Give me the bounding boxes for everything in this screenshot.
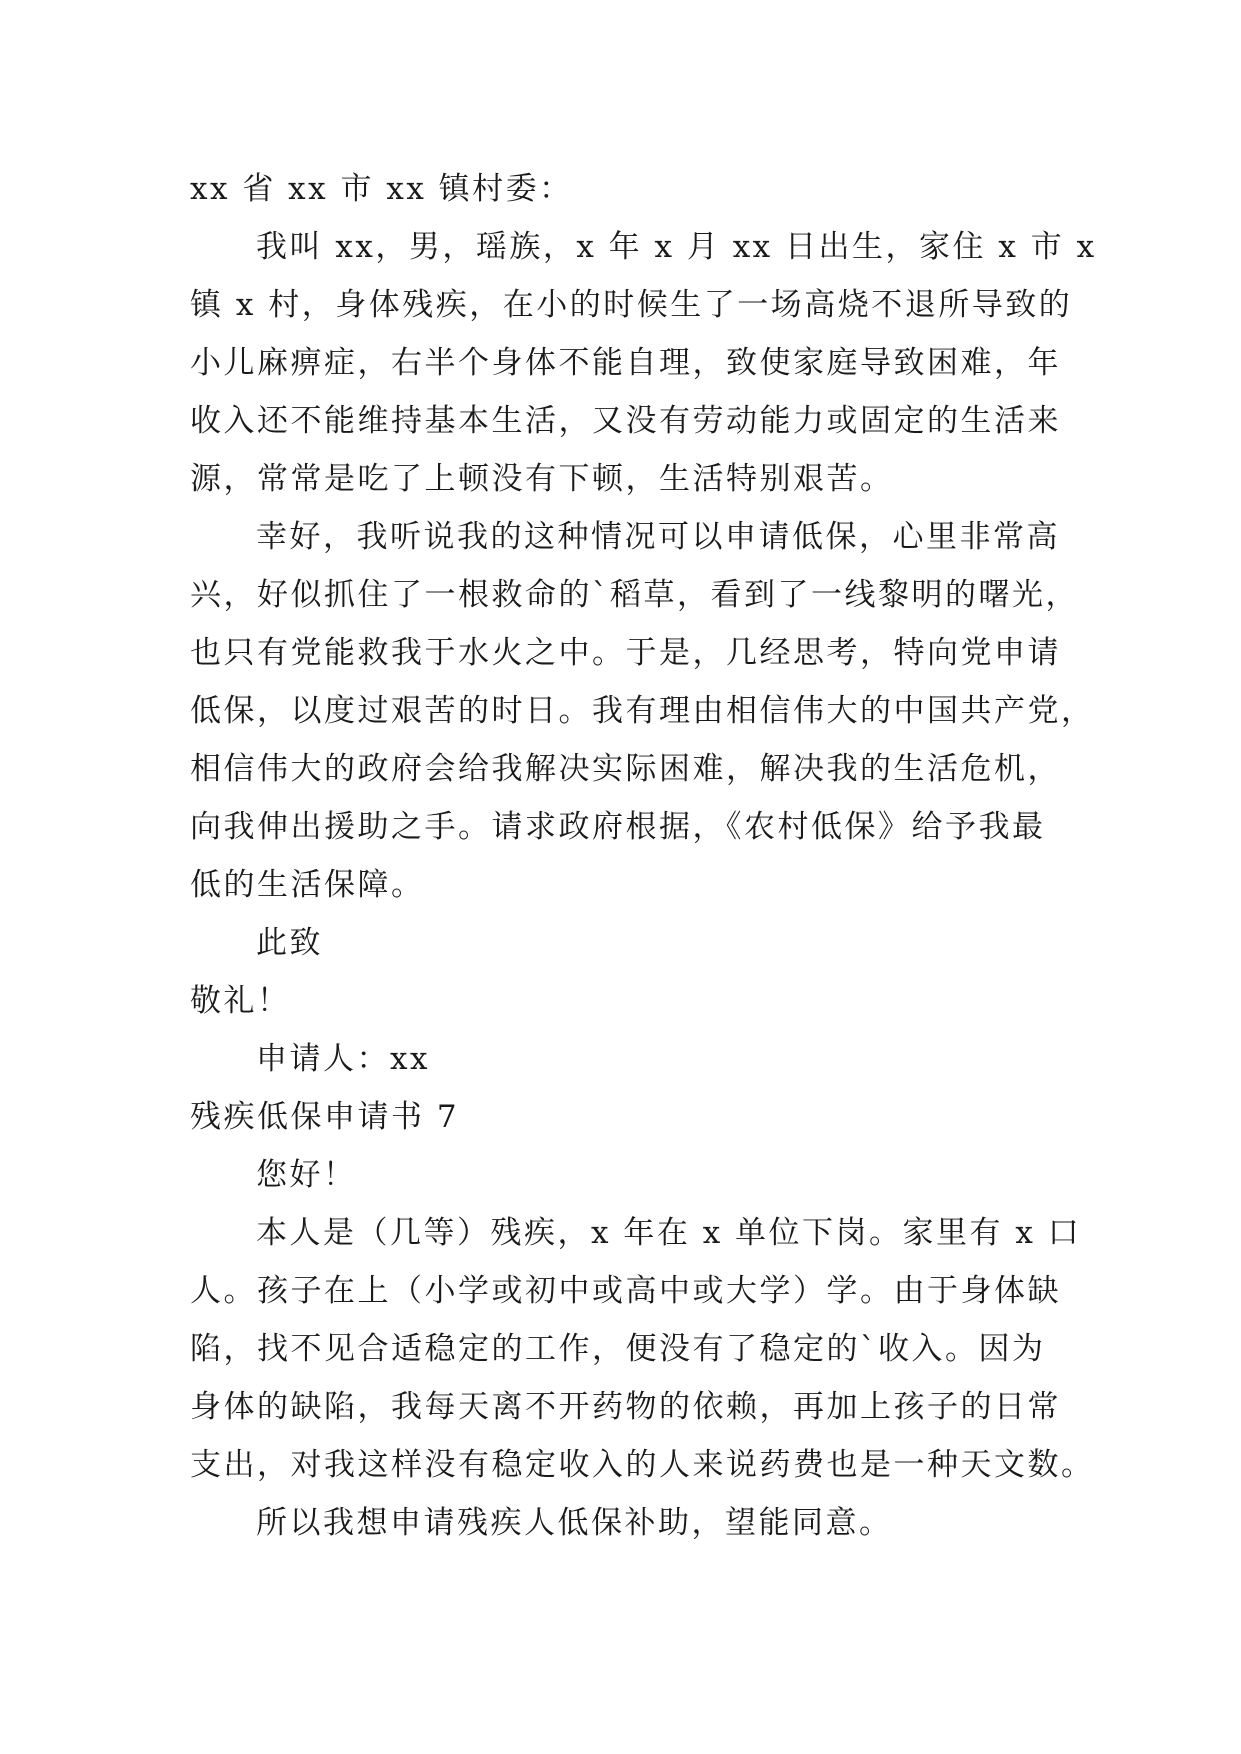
paragraph-line: 低的生活保障。 bbox=[190, 867, 425, 903]
paragraph-line: 陷，找不见合适稳定的工作，便没有了稳定的`收入。因为 bbox=[190, 1331, 1046, 1367]
paragraph-line: 源，常常是吃了上顿没有下顿，生活特别艰苦。 bbox=[190, 461, 894, 497]
greeting-line: 您好！ bbox=[256, 1157, 357, 1193]
paragraph-line: 幸好，我听说我的这种情况可以申请低保，心里非常高 bbox=[256, 519, 1060, 555]
paragraph-line: 收入还不能维持基本生活，又没有劳动能力或固定的生活来 bbox=[190, 403, 1061, 439]
paragraph-line: 镇 x 村，身体残疾，在小的时候生了一场高烧不退所导致的 bbox=[190, 287, 1073, 323]
paragraph-line: 低保，以度过艰苦的时日。我有理由相信伟大的中国共产党， bbox=[190, 693, 1095, 729]
document-body bbox=[190, 160, 1097, 1552]
paragraph-line: 小儿麻痹症，右半个身体不能自理，致使家庭导致困难，年 bbox=[190, 345, 1061, 381]
section-title: 残疾低保申请书 7 bbox=[190, 1099, 460, 1135]
salutation-line: xx 省 xx 市 xx 镇村委： bbox=[190, 171, 573, 207]
paragraph-line: 本人是（几等）残疾，x 年在 x 单位下岗。家里有 x 口 bbox=[256, 1215, 1082, 1251]
closing-line: 此致 bbox=[256, 925, 323, 961]
signature-line: 申请人：xx bbox=[256, 1041, 430, 1077]
paragraph-line: 支出，对我这样没有稳定收入的人来说药费也是一种天文数。 bbox=[190, 1447, 1095, 1483]
paragraph-line: 向我伸出援助之手。请求政府根据，《农村低保》给予我最 bbox=[190, 809, 1046, 845]
paragraph-line: 身体的缺陷，我每天离不开药物的依赖，再加上孩子的日常 bbox=[190, 1389, 1061, 1425]
paragraph-line: 人。孩子在上（小学或初中或高中或大学）学。由于身体缺 bbox=[190, 1273, 1061, 1309]
paragraph-line: 也只有党能救我于水火之中。于是，几经思考，特向党申请 bbox=[190, 635, 1061, 671]
paragraph-line: 所以我想申请残疾人低保补助，望能同意。 bbox=[256, 1505, 893, 1541]
paragraph-line: 相信伟大的政府会给我解决实际困难，解决我的生活危机， bbox=[190, 751, 1061, 787]
paragraph-line: 我叫 xx，男，瑶族，x 年 x 月 xx 日出生，家住 x 市 x bbox=[256, 229, 1097, 265]
closing-line: 敬礼！ bbox=[190, 983, 291, 1019]
paragraph-line: 兴，好似抓住了一根救命的`稻草，看到了一线黎明的曙光， bbox=[190, 577, 1079, 613]
